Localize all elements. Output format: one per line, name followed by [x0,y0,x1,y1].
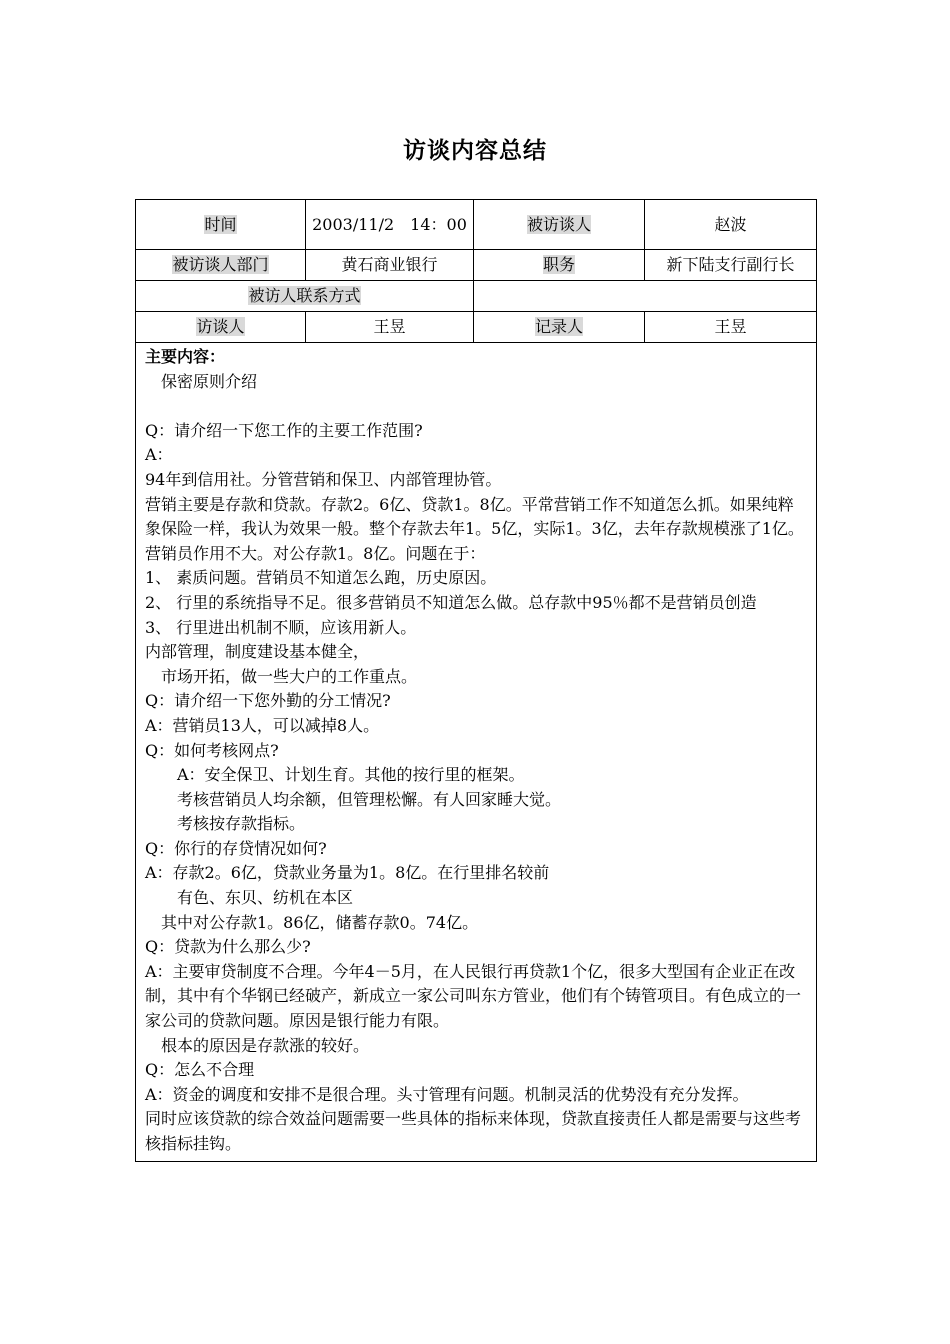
content-line: 内部管理，制度建设基本健全， [145,642,370,662]
recorder-label-cell [474,312,645,343]
content-line: 根本的原因是存款涨的较好。 [145,1035,370,1055]
content-line: 有色、东贝、纺机在本区 [145,888,354,908]
content-line: Q：你行的存贷情况如何? [145,838,327,858]
position-value: 新下陆支行副行长 [645,250,817,281]
content-line: 考核营销员人均余额，但管理松懈。有人回家睡大觉。 [145,789,562,809]
content-line: 2、 行里的系统指导不足。很多营销员不知道怎么做。总存款中95％都不是营销员创造 [145,592,757,612]
content-line: 考核按存款指标。 [145,814,306,834]
content-line: Q：贷款为什么那么少? [145,937,311,957]
main-content-cell [136,343,817,1162]
content-line: 同时应该贷款的综合效益问题需要一些具体的指标来体现，贷款直接责任人都是需要与这些考核指标挂钩。 [145,1109,802,1153]
interview-info-table [135,199,817,1162]
content-line: A： [145,445,173,465]
contact-label: 被访人联系方式 [248,286,361,305]
dept-label-cell [136,250,306,281]
content-line: Q：如何考核网点? [145,740,279,760]
interviewee-value: 赵波 [645,200,817,250]
position-label: 职务 [542,255,575,274]
content-line: 其中对公存款1。86亿，储蓄存款0。74亿。 [145,912,479,932]
content-heading: 主要内容： [145,347,226,366]
content-line: 营销主要是存款和贷款。存款2。6亿、贷款1。8亿。平常营销工作不知道怎么抓。如果纯粹象保险一样，我认为效果一般。整个存款去年1。5亿，实际1。3亿，去年存款规模涨了1亿。营销员作用不大。对公存款1。8亿。问题在于： [145,494,804,563]
content-line [145,394,808,419]
content-line: A：安全保卫、计划生育。其他的按行里的框架。 [145,765,525,785]
recorder-label: 记录人 [534,317,583,336]
interviewer-value: 王昱 [306,312,474,343]
table-row [136,250,817,281]
content-line: 3、 行里进出机制不顺，应该用新人。 [145,617,417,637]
dept-label: 被访谈人部门 [172,255,269,274]
content-line: A：营销员13人，可以减掉8人。 [145,715,380,735]
table-row [136,312,817,343]
time-label-cell [136,200,306,250]
document-title: 访谈内容总结 [403,137,547,164]
content-line: Q：请介绍一下您工作的主要工作范围? [145,420,423,440]
table-row [136,281,817,312]
time-label: 时间 [204,214,237,234]
position-label-cell [474,250,645,281]
contact-label-cell [136,281,474,312]
content-line: A：存款2。6亿，贷款业务量为1。8亿。在行里排名较前 [145,863,550,883]
content-line: A：资金的调度和安排不是很合理。头寸管理有问题。机制灵活的优势没有充分发挥。 [145,1084,749,1104]
content-line: A：主要审贷制度不合理。今年4－5月，在人民银行再贷款1个亿，很多大型国有企业正在改制，其中有个华钢已经破产，新成立一家公司叫东方管业，他们有个铸管项目。有色成立的一家公司的贷款问题。原因是银行能力有限。 [145,961,802,1031]
content-line: Q：怎么不合理 [145,1060,255,1080]
table-row [136,200,817,250]
interviewee-label: 被访谈人 [526,214,591,234]
content-line: 市场开拓，做一些大户的工作重点。 [145,666,418,686]
content-line: 1、 素质问题。营销员不知道怎么跑，历史原因。 [145,568,497,588]
interviewer-label: 访谈人 [196,317,245,336]
table-row [136,343,817,1162]
recorder-value: 王昱 [645,312,817,343]
content-line: 94年到信用社。分管营销和保卫、内部管理协管。 [145,469,502,489]
dept-value: 黄石商业银行 [306,250,474,281]
interviewee-label-cell [474,200,645,250]
content-line: Q：请介绍一下您外勤的分工情况? [145,691,391,711]
interviewer-label-cell [136,312,306,343]
content-line: 保密原则介绍 [145,371,258,391]
time-value: 2003/11/2 14：00 [306,200,474,250]
contact-value [474,281,817,312]
